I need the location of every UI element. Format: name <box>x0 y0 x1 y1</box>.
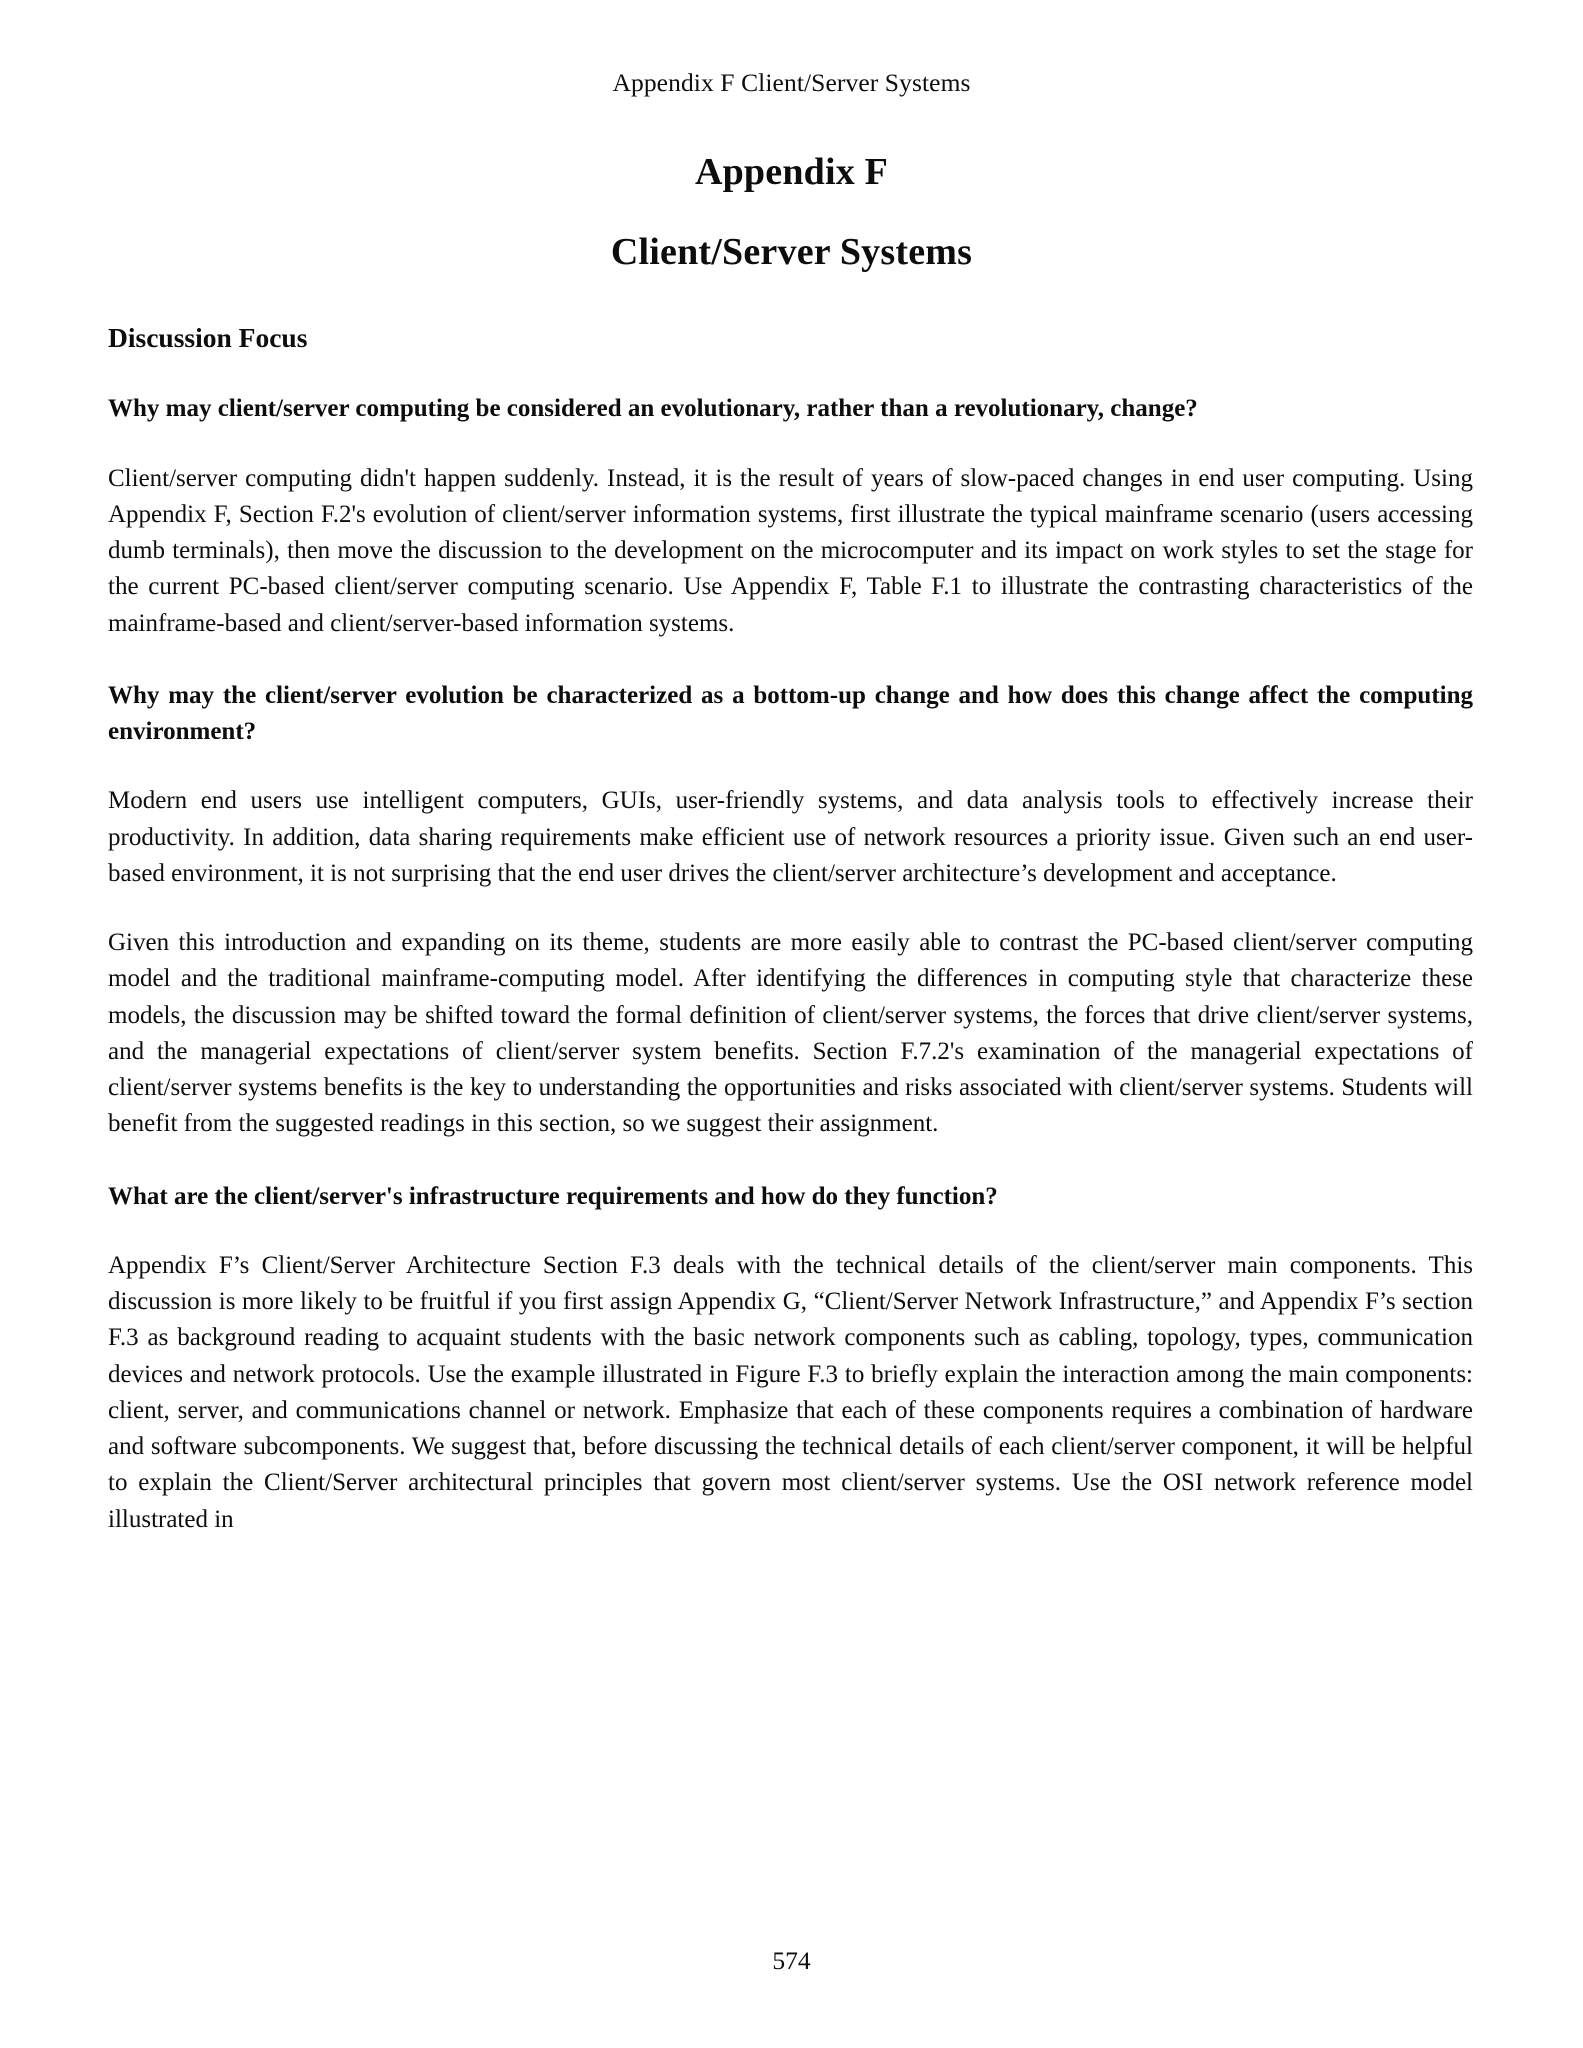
appendix-subtitle: Client/Server Systems <box>610 231 973 274</box>
running-header: Appendix F Client/Server Systems <box>612 68 971 97</box>
section-heading-discussion-focus: Discussion Focus <box>108 321 308 353</box>
discussion-question-1: Why may client/server computing be considered an evolutionary, rather than a revolutionary, change? <box>108 395 1198 423</box>
page-number: 574 <box>772 1946 811 1975</box>
appendix-title: Appendix F <box>694 150 889 193</box>
title-block <box>0 151 1583 275</box>
discussion-question-3: What are the client/server's infrastructure requirements and how do they function? <box>108 1182 998 1210</box>
answer-paragraph-2: Modern end users use intelligent computers, GUIs, user-friendly systems, and data analysis tools to effectively increase their productivity. In addition, data sharing requirements make efficient use of network resources a priority issue. Given such an end user-based environment, it is not surprising that the end user drives the client/server architecture’s development and acceptance. <box>108 787 1473 887</box>
answer-paragraph-4: Appendix F’s Client/Server Architecture Section F.3 deals with the technical details of the client/server main components. This discussion is more likely to be fruitful if you first assign Appendix G, “Client/Server Network Infrastructure,” and Appendix F’s section F.3 as background reading to acquaint students with the basic network components such as cabling, topology, types, communication devices and network protocols. Use the example illustrated in Figure F.3 to briefly explain the interaction among the main components: client, server, and communications channel or network. Emphasize that each of these components requires a combination of hardware and software subcomponents. We suggest that, before discussing the technical details of each client/server component, it will be helpful to explain the Client/Server architectural principles that govern most client/server systems. Use the OSI network reference model illustrated in <box>108 1251 1473 1533</box>
answer-paragraph-3: Given this introduction and expanding on its theme, students are more easily able to contrast the PC-based client/server computing model and the traditional mainframe-computing model. After identifying the differences in computing style that characterize these models, the discussion may be shifted toward the formal definition of client/server systems, the forces that drive client/server systems, and the managerial expectations of client/server system benefits. Section F.7.2's examination of the managerial expectations of client/server systems benefits is the key to understanding the opportunities and risks associated with client/server systems. Students will benefit from the suggested readings in this section, so we suggest their assignment. <box>108 929 1473 1138</box>
page-content <box>0 321 1583 1538</box>
answer-paragraph-1: Client/server computing didn't happen suddenly. Instead, it is the result of years of slow-paced changes in end user computing. Using Appendix F, Section F.2's evolution of client/server information systems, first illustrate the typical mainframe scenario (users accessing dumb terminals), then move the discussion to the development on the microcomputer and its impact on work styles to set the stage for the current PC-based client/server computing scenario. Use Appendix F, Table F.1 to illustrate the contrasting characteristics of the mainframe-based and client/server-based information systems. <box>108 464 1473 637</box>
discussion-question-2: Why may the client/server evolution be characterized as a bottom-up change and how does this change affect the computing environment? <box>108 681 1473 746</box>
